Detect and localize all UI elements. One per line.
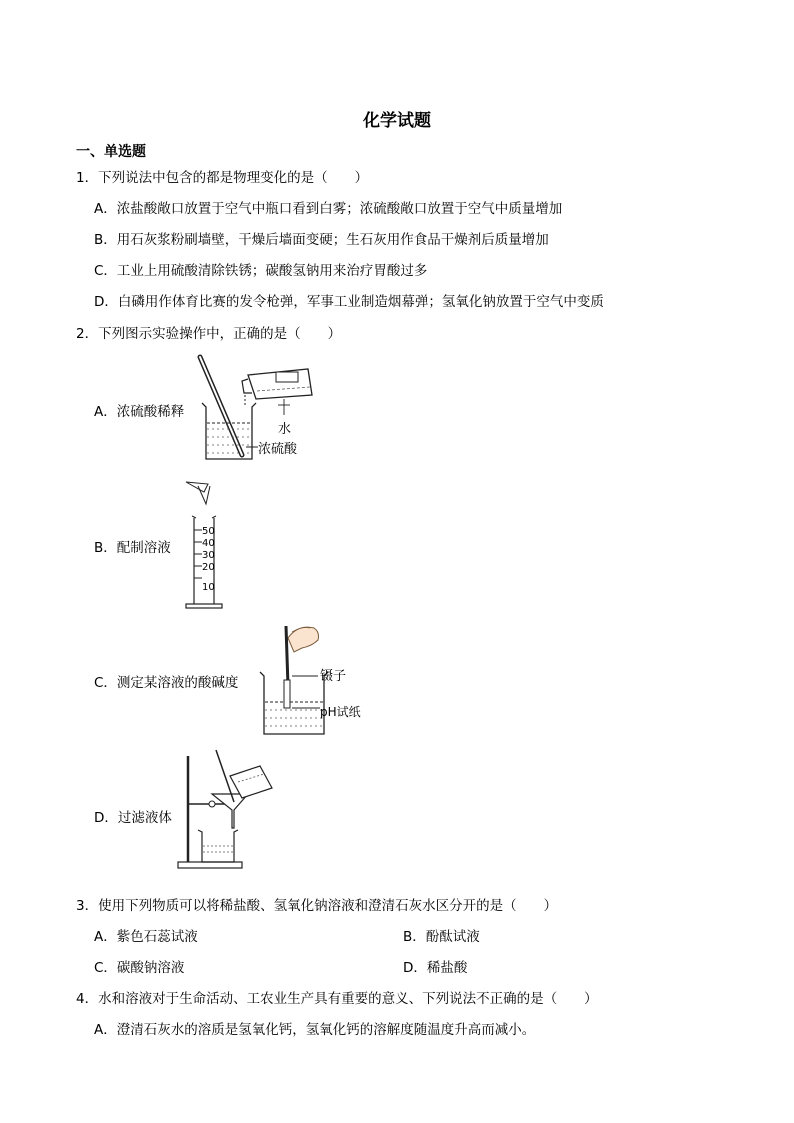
figure-dilute-acid xyxy=(190,355,360,465)
section-heading: 一、单选题 xyxy=(76,144,146,160)
question-2-stem: 2．下列图示实验操作中，正确的是（ ） xyxy=(76,326,342,342)
label-water: 水 xyxy=(278,422,292,437)
question-2-option-b: B．配制溶液 xyxy=(94,540,171,556)
reagent-bottle xyxy=(242,369,312,399)
tick-40: 40 xyxy=(202,538,215,549)
figure-ph-test xyxy=(258,622,378,737)
tick-50: 50 xyxy=(202,526,215,537)
page-title: 化学试题 xyxy=(363,111,431,131)
question-2-option-c: C．测定某溶液的酸碱度 xyxy=(94,675,239,691)
question-3-option-c: C．碳酸钠溶液 xyxy=(94,960,185,976)
tick-10: 10 xyxy=(202,582,215,593)
question-3-option-b: B．酚酞试液 xyxy=(403,929,480,945)
question-4-stem: 4．水和溶液对于生命活动、工农业生产具有重要的意义、下列说法不正确的是（ ） xyxy=(76,991,598,1007)
question-4-option-a: A．澄清石灰水的溶质是氢氧化钙，氢氧化钙的溶解度随温度升高而减小。 xyxy=(94,1022,536,1038)
question-1-option-d: D．白磷用作体育比赛的发令枪弹，军事工业制造烟幕弹；氢氧化钠放置于空气中变质 xyxy=(94,294,604,310)
question-3-option-d: D．稀盐酸 xyxy=(403,960,468,976)
question-1-option-c: C．工业上用硫酸清除铁锈；碳酸氢钠用来治疗胃酸过多 xyxy=(94,263,428,279)
question-2-option-a: A．浓硫酸稀释 xyxy=(94,404,185,420)
label-tweezers: 镊子 xyxy=(320,669,347,684)
tick-20: 20 xyxy=(202,562,215,573)
question-2-option-d: D．过滤液体 xyxy=(94,810,172,826)
label-ph-paper: pH试纸 xyxy=(320,705,361,719)
question-3-option-a: A．紫色石蕊试液 xyxy=(94,929,198,945)
tick-30: 30 xyxy=(202,550,215,561)
question-1-option-a: A．浓盐酸敞口放置于空气中瓶口看到白雾；浓硫酸敞口放置于空气中质量增加 xyxy=(94,201,563,217)
question-3-stem: 3．使用下列物质可以将稀盐酸、氢氧化钠溶液和澄清石灰水区分开的是（ ） xyxy=(76,898,558,914)
question-1-stem: 1．下列说法中包含的都是物理变化的是（ ） xyxy=(76,170,369,186)
label-concentrated-acid: 浓硫酸 xyxy=(258,442,298,457)
figure-measuring-cylinder xyxy=(180,478,240,613)
figure-filtration xyxy=(176,748,276,873)
question-1-option-b: B．用石灰浆粉刷墙壁，干燥后墙面变硬；生石灰用作食品干燥剂后质量增加 xyxy=(94,232,549,248)
hand-icon xyxy=(288,627,319,652)
